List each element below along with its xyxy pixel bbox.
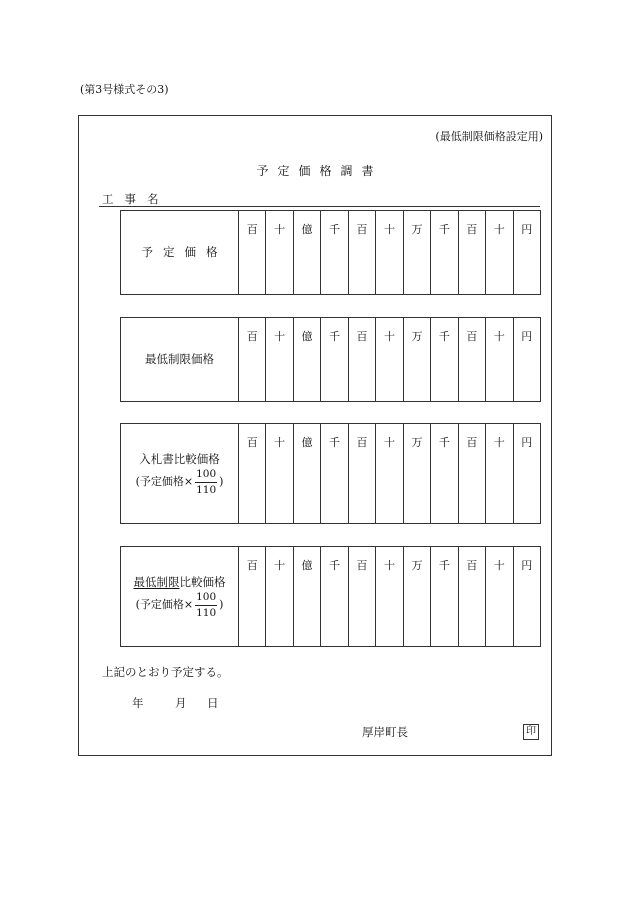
date-line [132, 695, 219, 711]
digit-cell: 千 [431, 318, 458, 402]
minimum-comparison-price-title: 最低制限比較価格 [133, 574, 226, 589]
digit-cell: 百 [348, 547, 375, 647]
digit-cell: 十 [376, 547, 403, 647]
digit-cell: 百 [348, 424, 375, 524]
document-title: 予定価格調書 [256, 164, 383, 178]
form-number-label: (第3号様式その3) [80, 83, 169, 96]
planned-price-label: 予定価格 [121, 211, 239, 295]
day-label: 日 [207, 696, 219, 710]
project-name-label: 工事名 [102, 192, 170, 206]
digit-cell: 十 [266, 547, 293, 647]
digit-cell: 十 [486, 211, 513, 295]
digit-cell: 十 [486, 547, 513, 647]
digit-cell: 円 [513, 211, 540, 295]
digit-cell: 十 [266, 211, 293, 295]
form-frame [78, 115, 552, 756]
digit-cell: 万 [403, 211, 430, 295]
digit-cell: 百 [348, 318, 375, 402]
bid-comparison-price-title: 入札書比較価格 [139, 451, 220, 466]
minimum-comparison-price-label [121, 547, 239, 647]
fraction: $\frac{100}{110}$ [196, 591, 217, 619]
purpose-note: (最低制限価格設定用) [435, 130, 543, 143]
planned-price-table [120, 210, 541, 295]
minimum-price-table [120, 317, 541, 402]
digit-cell: 百 [239, 318, 266, 402]
digit-cell: 円 [513, 424, 540, 524]
digit-cell: 円 [513, 547, 540, 647]
digit-cell: 百 [458, 547, 485, 647]
declaration-text: 上記のとおり予定する。 [102, 665, 229, 679]
digit-cell: 円 [513, 318, 540, 402]
digit-cell: 十 [486, 318, 513, 402]
digit-cell: 億 [293, 424, 320, 524]
digit-cell: 百 [239, 424, 266, 524]
minimum-price-label: 最低制限価格 [121, 318, 239, 402]
digit-cell: 百 [458, 424, 485, 524]
minimum-comparison-formula: (予定価格× $\frac{100}{110}$ ) [135, 591, 224, 619]
digit-cell: 百 [458, 318, 485, 402]
month-label: 月 [175, 696, 187, 710]
digit-cell: 十 [376, 318, 403, 402]
digit-cell: 十 [376, 211, 403, 295]
digit-cell: 百 [458, 211, 485, 295]
digit-cell: 千 [321, 318, 348, 402]
digit-cell: 万 [403, 424, 430, 524]
digit-cell: 億 [293, 211, 320, 295]
digit-cell: 億 [293, 318, 320, 402]
digit-cell: 十 [266, 318, 293, 402]
fraction: $\frac{100}{110}$ [196, 468, 217, 496]
digit-cell: 百 [239, 547, 266, 647]
digit-cell: 百 [239, 211, 266, 295]
digit-cell: 十 [486, 424, 513, 524]
digit-cell: 万 [403, 547, 430, 647]
project-name-field-line [99, 206, 540, 207]
year-label: 年 [132, 696, 144, 710]
digit-cell: 百 [348, 211, 375, 295]
digit-cell: 千 [431, 211, 458, 295]
digit-cell: 万 [403, 318, 430, 402]
digit-cell: 十 [266, 424, 293, 524]
minimum-comparison-price-table [120, 546, 541, 647]
digit-cell: 千 [321, 211, 348, 295]
digit-cell: 千 [431, 424, 458, 524]
digit-cell: 千 [431, 547, 458, 647]
signer-title: 厚岸町長 [362, 725, 408, 739]
digit-cell: 十 [376, 424, 403, 524]
bid-comparison-formula: (予定価格× $\frac{100}{110}$ ) [135, 468, 224, 496]
bid-comparison-price-label [121, 424, 239, 524]
bid-comparison-price-table [120, 423, 541, 524]
digit-cell: 千 [321, 547, 348, 647]
digit-cell: 億 [293, 547, 320, 647]
digit-cell: 千 [321, 424, 348, 524]
seal-mark: 印 [523, 724, 539, 740]
